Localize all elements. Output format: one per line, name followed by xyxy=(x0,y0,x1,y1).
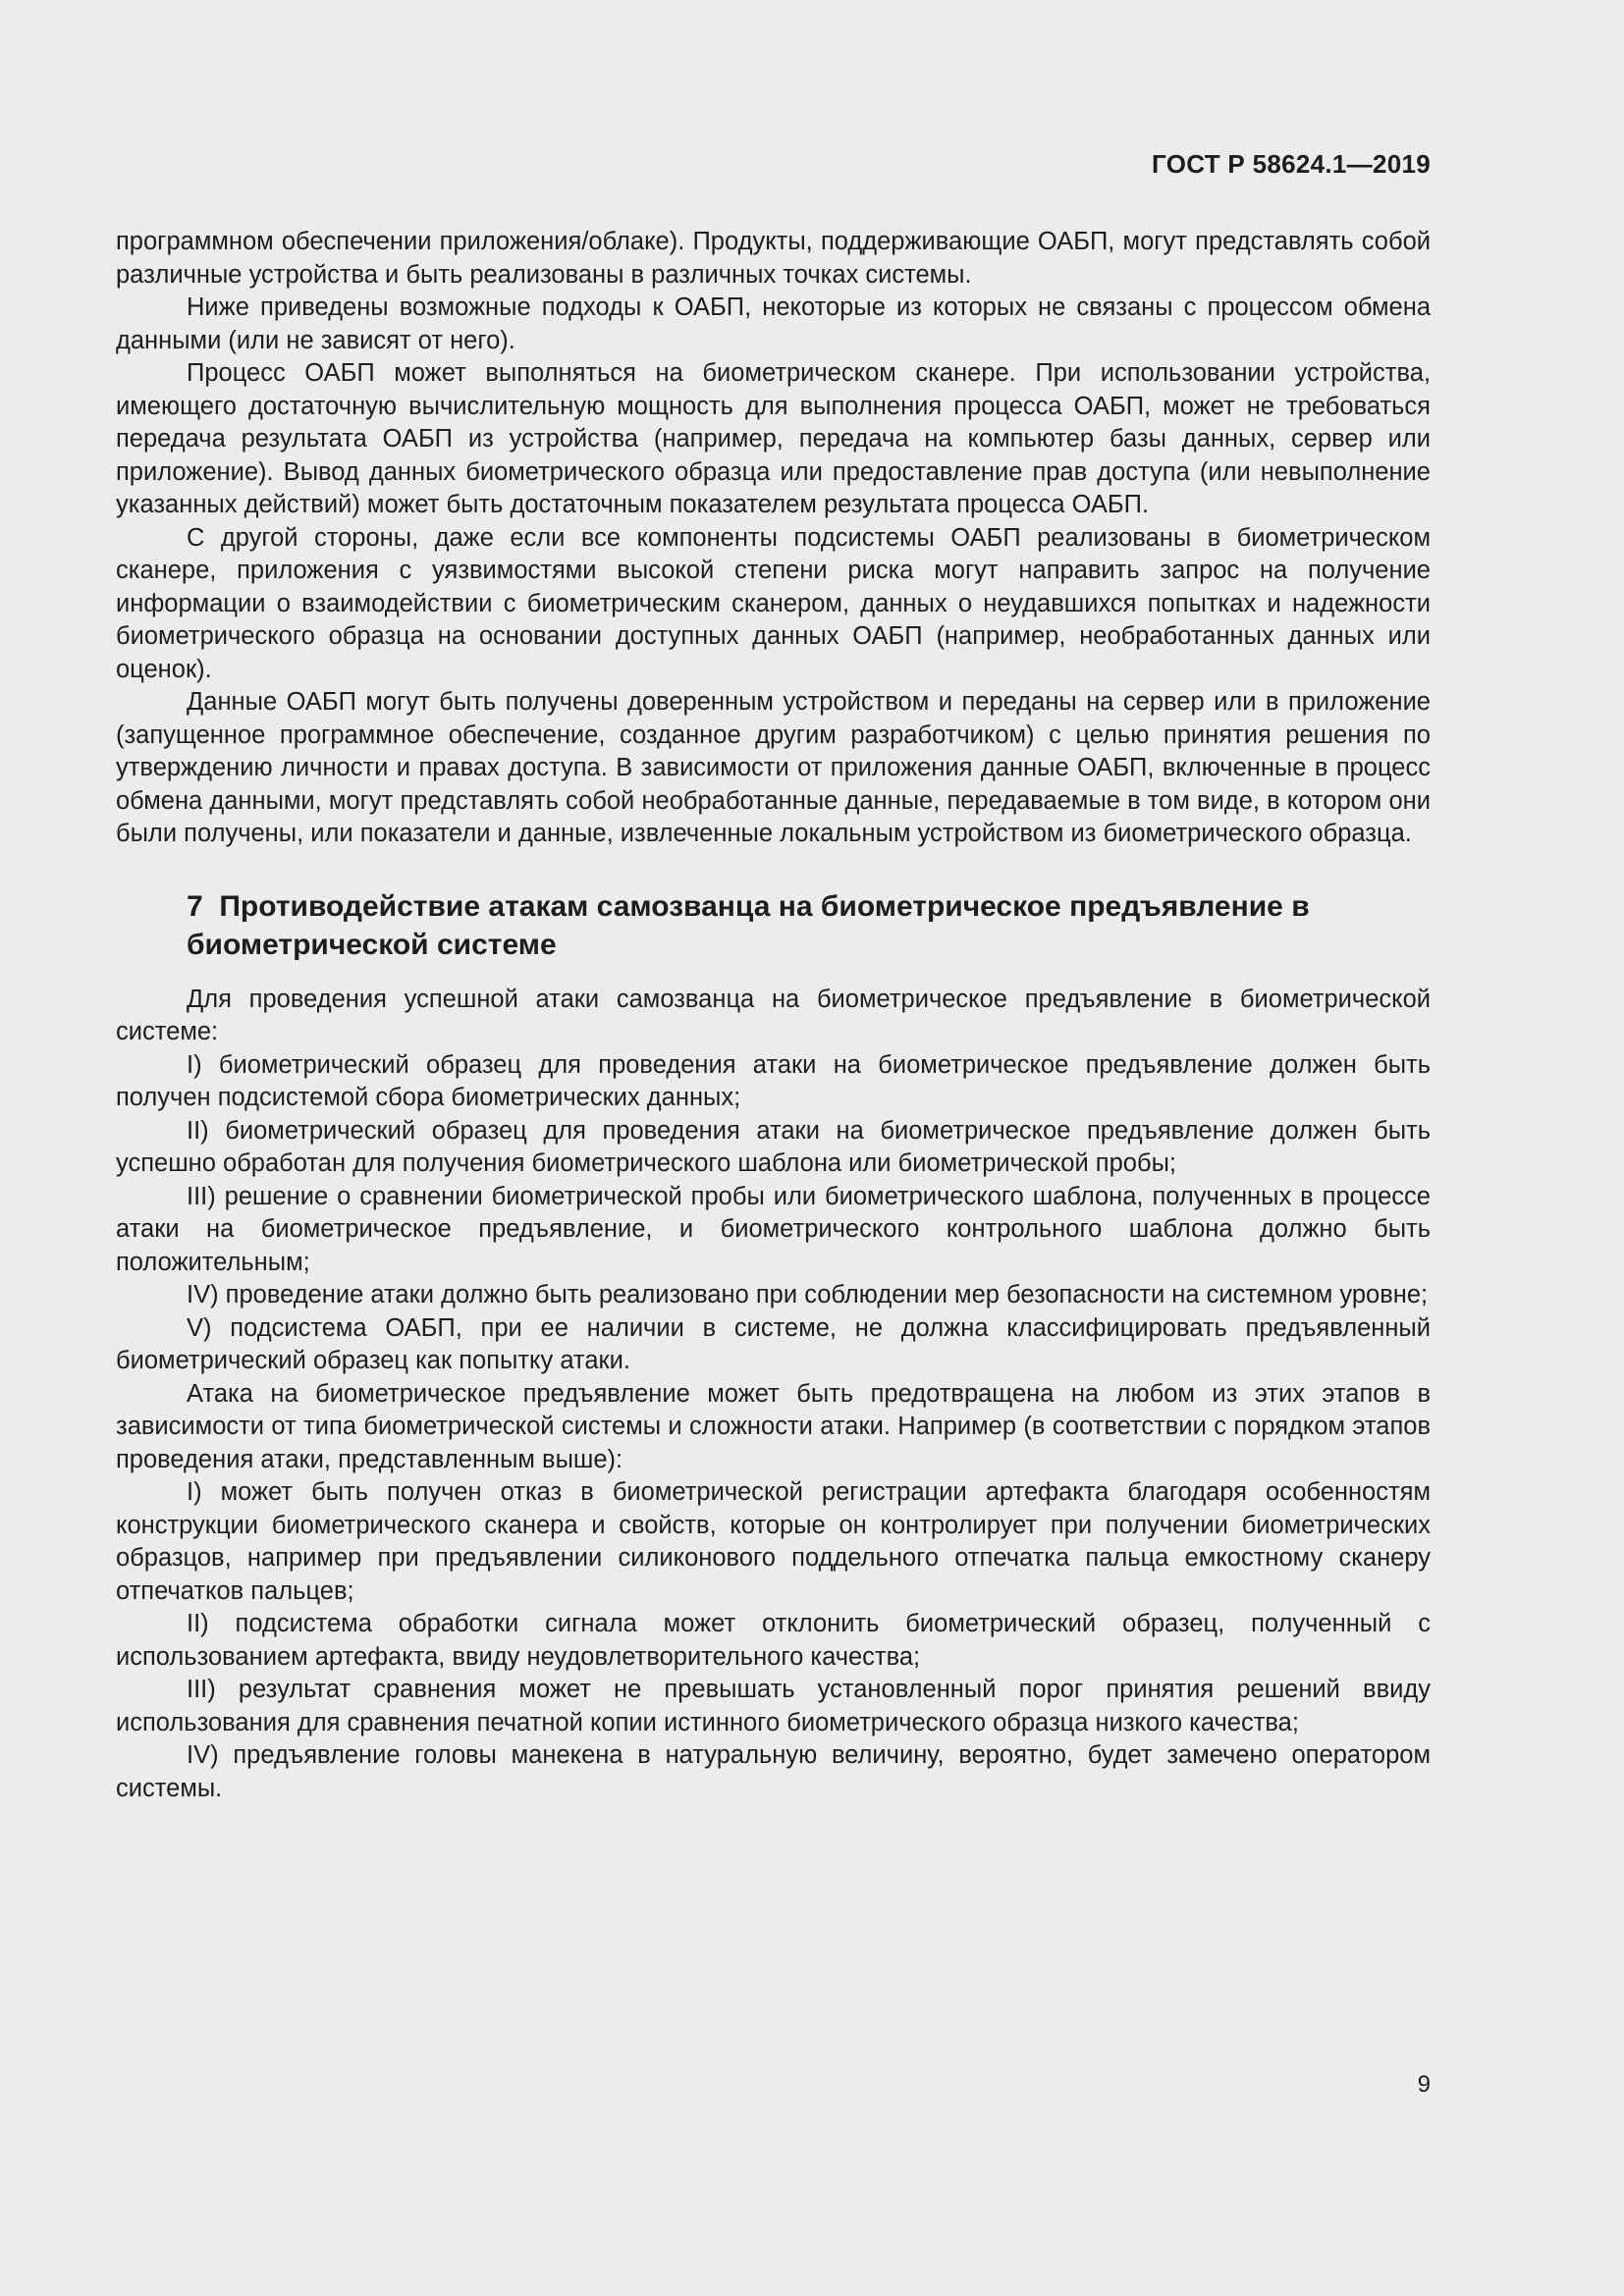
list-item: III) решение о сравнении биометрической пробы или биометрического шаблона, полученных в процессе атаки на биометрическое предъявление, и биометрического контрольного шаблона должно быть положительным; xyxy=(116,1182,1431,1276)
list-item: V) подсистема ОАБП, при ее наличии в системе, не должна классифицировать предъявленный биометрический образец как попытку атаки. xyxy=(116,1313,1431,1374)
document-header: ГОСТ Р 58624.1—2019 xyxy=(1152,149,1431,179)
list-item: III) результат сравнения может не превышать установленный порог принятия решений ввиду использования для сравнения печатной копии истинного биометрического образца низкого качества; xyxy=(116,1676,1431,1736)
paragraph: Для проведения успешной атаки самозванца на биометрическое предъявление в биометрической системе: xyxy=(116,985,1431,1045)
paragraph: Ниже приведены возможные подходы к ОАБП, некоторые из которых не связаны с процессом обмена данными (или не зависят от него). xyxy=(116,294,1431,354)
list-item: IV) проведение атаки должно быть реализовано при соблюдении мер безопасности на системном уровне; xyxy=(187,1281,1429,1308)
document-body xyxy=(116,226,1431,1805)
paragraph: Процесс ОАБП может выполняться на биометрическом сканере. При использовании устройства, имеющего достаточную вычислительную мощность для выполнения процесса ОАБП, может не требоваться передача результата ОАБП из устройства (например, передача на компьютер базы данных, сервер или приложение). Вывод данных биометрического образца или предоставление прав доступа (или невыполнение указанных действий) может быть достаточным показателем результата процесса ОАБП. xyxy=(116,359,1431,518)
paragraph: программном обеспечении приложения/облаке). Продукты, поддерживающие ОАБП, могут представлять собой различные устройства и быть реализованы в различных точках системы. xyxy=(116,228,1431,289)
list-item: IV) предъявление головы манекена в натуральную величину, вероятно, будет замечено оператором системы. xyxy=(116,1741,1431,1802)
section-title: Противодействие атакам самозванца на биометрическое предъявление в биометрической системе xyxy=(187,889,1310,961)
list-item: I) биометрический образец для проведения атаки на биометрическое предъявление должен быть получен подсистемой сбора биометрических данных; xyxy=(116,1050,1431,1111)
paragraph: Данные ОАБП могут быть получены доверенным устройством и переданы на сервер или в приложение (запущенное программное обеспечение, созданное другим разработчиком) с целью принятия решения по утверждению личности и правах доступа. В зависимости от приложения данные ОАБП, включенные в процесс обмена данными, могут представлять собой необработанные данные, передаваемые в том виде, в котором они были получены, или показатели и данные, извлеченные локальным устройством из биометрического образца. xyxy=(116,688,1431,847)
list-item: II) подсистема обработки сигнала может отклонить биометрический образец, полученный с использованием артефакта, ввиду неудовлетворительного качества; xyxy=(116,1610,1431,1671)
paragraph: Атака на биометрическое предъявление может быть предотвращена на любом из этих этапов в зависимости от типа биометрической системы и сложности атаки. Например (в соответствии с порядком этапов проведения атаки, представленным выше): xyxy=(116,1379,1431,1473)
page-number: 9 xyxy=(1417,2071,1431,2098)
section-number: 7 xyxy=(187,889,203,923)
list-item: II) биометрический образец для проведения атаки на биометрическое предъявление должен быть успешно обработан для получения биометрического шаблона или биометрической пробы; xyxy=(116,1116,1431,1177)
list-item: I) может быть получен отказ в биометрической регистрации артефакта благодаря особенностям конструкции биометрического сканера и свойств, которые он контролирует при получении биометрических образцов, например при предъявлении силиконового поддельного отпечатка пальца емкостному сканеру отпечатков пальцев; xyxy=(116,1478,1431,1605)
paragraph: С другой стороны, даже если все компоненты подсистемы ОАБП реализованы в биометрическом сканере, приложения с уязвимостями высокой степени риска могут направить запрос на получение информации о взаимодействии с биометрическим сканером, данных о неудавшихся попытках и надежности биометрического образца на основании доступных данных ОАБП (например, необработанных данных или оценок). xyxy=(116,523,1431,683)
section-heading xyxy=(116,887,1431,964)
